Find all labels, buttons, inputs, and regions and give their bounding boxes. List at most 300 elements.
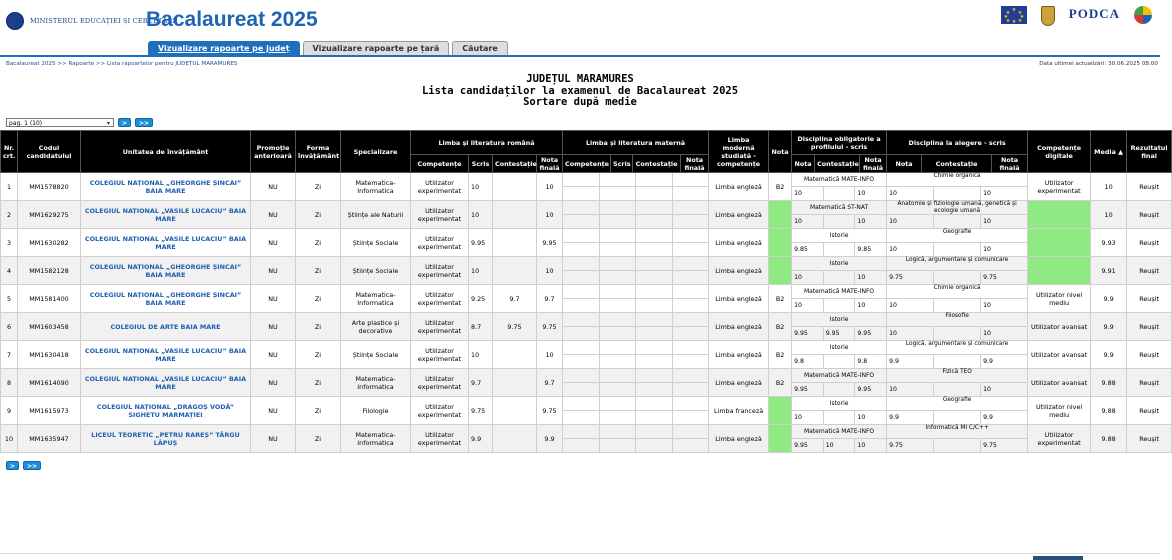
do-final: 10 (857, 414, 866, 421)
da-contestatie (934, 243, 981, 256)
cell-disciplina-obligatorie (792, 173, 887, 201)
do-subject: Istorie (792, 257, 886, 271)
cell-limba-moderna: Limba engleză (709, 173, 769, 201)
bottom-pager (6, 461, 45, 470)
cell-school-link[interactable]: COLEGIUL NAȚIONAL „GHEORGHE ȘINCAI” BAIA MARE (81, 285, 251, 313)
podca-label: PODCA (1068, 6, 1120, 21)
cell-promotie: NU (251, 369, 296, 397)
cell-lm-empty (563, 369, 709, 397)
do-nota: 9.95 (792, 439, 824, 452)
cell-rezultat: Reușit (1127, 285, 1172, 313)
cell-forma: Zi (296, 285, 341, 313)
cell-lr-scris: 9.9 (469, 425, 493, 453)
cell-promotie: NU (251, 173, 296, 201)
do-subject: Istorie (792, 397, 886, 411)
cell-lr-scris: 9.7 (469, 369, 493, 397)
cell-disciplina-alegere (887, 341, 1028, 369)
top-pager (6, 118, 153, 127)
cell-cod: MM1630282 (18, 229, 81, 257)
table-row (1, 285, 1172, 313)
tab-search[interactable]: Căutare (452, 41, 508, 56)
eu-flag-icon: ★ ★ ★ ★ ★ ★ ★ ★ (1001, 6, 1027, 24)
cell-cod: MM1582128 (18, 257, 81, 285)
col-lr-competente[interactable]: Competențe (411, 155, 469, 173)
cell-promotie: NU (251, 341, 296, 369)
cell-nota (769, 229, 792, 257)
cell-rezultat: Reușit (1127, 229, 1172, 257)
cell-disciplina-alegere (887, 425, 1028, 453)
cell-digitale: Utilizator experimentat (1028, 425, 1091, 453)
do-subject: Matematică MATE-INFO (792, 173, 886, 187)
cell-lr-competente: Utilizator experimentat (411, 341, 469, 369)
cell-disciplina-obligatorie (792, 201, 887, 229)
da-subject: Chimie organică (887, 173, 1027, 187)
da-final: 10 (983, 302, 991, 309)
cell-lr-scris: 10 (469, 173, 493, 201)
cell-disciplina-obligatorie (792, 229, 887, 257)
ministry-name: MINISTERUL EDUCAȚIEI ȘI CERCETĂRII (30, 17, 179, 25)
do-nota: 10 (792, 299, 824, 312)
do-contestatie (824, 215, 856, 228)
cell-lr-contestatie (493, 201, 537, 229)
cell-nota (769, 397, 792, 425)
do-final: 9.95 (857, 330, 872, 337)
da-subject: Fizică TEO (887, 369, 1027, 383)
da-contestatie (934, 355, 981, 368)
cell-specializare: Științe Sociale (341, 229, 411, 257)
cell-cod: MM1629275 (18, 201, 81, 229)
do-subject: Matematică MATE-INFO (792, 425, 886, 439)
cell-promotie: NU (251, 425, 296, 453)
cell-disciplina-alegere (887, 257, 1028, 285)
table-row (1, 425, 1172, 453)
cell-lr-competente: Utilizator experimentat (411, 285, 469, 313)
da-contestatie (934, 299, 981, 312)
cell-cod: MM1603458 (18, 313, 81, 341)
cell-limba-moderna: Limba engleză (709, 313, 769, 341)
do-subject: Istorie (792, 313, 886, 327)
do-final: 9.8 (857, 358, 868, 365)
col-rezultat[interactable]: Rezultatul final (1127, 131, 1172, 173)
cell-lm-empty (563, 397, 709, 425)
do-contestatie (824, 299, 856, 312)
col-da-contestatie[interactable]: Contestație (922, 155, 992, 173)
do-nota: 10 (792, 411, 824, 424)
cell-lr-competente: Utilizator experimentat (411, 229, 469, 257)
cell-forma: Zi (296, 369, 341, 397)
cell-school-link[interactable]: COLEGIUL DE ARTE BAIA MARE (81, 313, 251, 341)
cell-lr-scris: 10 (469, 341, 493, 369)
cell-disciplina-alegere (887, 229, 1028, 257)
do-final: 9.85 (857, 246, 872, 253)
cell-lr-contestatie (493, 369, 537, 397)
cell-school-link[interactable]: LICEUL TEORETIC „PETRU RAREȘ” TÂRGU LĂPUȘ (81, 425, 251, 453)
cell-media: 9.9 (1091, 313, 1127, 341)
cell-cod: MM1635947 (18, 425, 81, 453)
da-subject: Filosofie (887, 313, 1027, 327)
cell-forma: Zi (296, 397, 341, 425)
da-contestatie (934, 271, 981, 284)
cell-nr: 9 (1, 397, 18, 425)
col-lm-contestatie[interactable]: Contestație (633, 155, 681, 173)
da-nota: 10 (887, 327, 934, 340)
cell-school-link[interactable]: COLEGIUL NAȚIONAL „GHEORGHE ȘINCAI” BAIA MARE (81, 257, 251, 285)
cell-media: 10 (1091, 173, 1127, 201)
cell-lr-contestatie (493, 425, 537, 453)
do-final: 10 (857, 190, 866, 197)
cell-specializare: Arte plastice și decorative (341, 313, 411, 341)
cell-rezultat: Reușit (1127, 369, 1172, 397)
cell-limba-moderna: Limba engleză (709, 369, 769, 397)
cell-digitale: Utilizator nivel mediu (1028, 285, 1091, 313)
last-update: Data ultimei actualizări: 30.06.2025 08:00 (1039, 61, 1158, 67)
page-select-value: pag. 1 (10) (9, 120, 43, 127)
cell-lr-final: 10 (537, 257, 563, 285)
do-nota: 9.8 (792, 355, 824, 368)
da-final: 9.75 (983, 274, 997, 281)
cell-digitale: Utilizator avansat (1028, 341, 1091, 369)
col-limba-moderna[interactable]: Limba modernă studiată - competențe (709, 131, 769, 173)
do-nota: 9.95 (792, 327, 824, 340)
da-nota: 10 (887, 243, 934, 256)
cell-digitale (1028, 257, 1091, 285)
da-subject: Logică, argumentare și comunicare (887, 257, 1027, 271)
do-subject: Istorie (792, 341, 886, 355)
do-final: 10 (857, 442, 866, 449)
cell-disciplina-obligatorie (792, 369, 887, 397)
do-contestatie (824, 187, 856, 200)
cell-nr: 8 (1, 369, 18, 397)
tab-county-reports[interactable]: Vizualizare rapoarte pe județ (148, 41, 300, 56)
cell-digitale (1028, 201, 1091, 229)
da-contestatie (934, 411, 981, 424)
cell-nr: 7 (1, 341, 18, 369)
col-do-nota[interactable]: Nota (792, 155, 815, 173)
table-row (1, 313, 1172, 341)
cell-rezultat: Reușit (1127, 397, 1172, 425)
cell-digitale (1028, 229, 1091, 257)
next-page-button[interactable]: > (118, 118, 131, 127)
cell-lr-competente: Utilizator experimentat (411, 313, 469, 341)
cell-cod: MM1578820 (18, 173, 81, 201)
cell-lm-empty (563, 229, 709, 257)
cell-lm-empty (563, 285, 709, 313)
col-cod[interactable]: Codul candidatului (18, 131, 81, 173)
do-subject: Matematică MATE-INFO (792, 285, 886, 299)
do-nota: 10 (792, 187, 824, 200)
col-da-nota[interactable]: Nota (887, 155, 922, 173)
da-final: 9.9 (983, 358, 993, 365)
da-nota: 9.75 (887, 271, 934, 284)
do-nota: 10 (792, 215, 824, 228)
cell-disciplina-alegere (887, 285, 1028, 313)
do-contestatie (824, 411, 856, 424)
cell-lm-empty (563, 201, 709, 229)
do-nota: 9.95 (792, 383, 824, 396)
cell-school-link[interactable]: COLEGIUL NAȚIONAL „VASILE LUCACIU” BAIA MARE (81, 229, 251, 257)
do-contestatie (824, 243, 856, 256)
cell-lm-empty (563, 173, 709, 201)
cell-cod: MM1630418 (18, 341, 81, 369)
next-page-button-bottom[interactable]: > (6, 461, 19, 470)
cell-school-link[interactable]: COLEGIUL NAȚIONAL „VASILE LUCACIU” BAIA MARE (81, 369, 251, 397)
cell-lr-competente: Utilizator experimentat (411, 369, 469, 397)
da-subject: Logică, argumentare și comunicare (887, 341, 1027, 355)
cell-lr-competente: Utilizator experimentat (411, 425, 469, 453)
da-final: 10 (983, 330, 991, 337)
da-nota: 10 (887, 187, 934, 200)
col-lr-final[interactable]: Nota finală (537, 155, 563, 173)
cell-lr-scris: 10 (469, 257, 493, 285)
cell-cod: MM1614090 (18, 369, 81, 397)
cell-nr: 3 (1, 229, 18, 257)
cell-disciplina-alegere (887, 173, 1028, 201)
cell-media: 9.88 (1091, 425, 1127, 453)
table-row (1, 173, 1172, 201)
cell-nota: B2 (769, 285, 792, 313)
cell-specializare: Științe Sociale (341, 257, 411, 285)
app-title: Bacalaureat 2025 (146, 8, 318, 31)
cell-forma: Zi (296, 173, 341, 201)
cell-rezultat: Reușit (1127, 313, 1172, 341)
cell-rezultat: Reușit (1127, 173, 1172, 201)
do-contestatie (824, 383, 856, 396)
cell-forma: Zi (296, 201, 341, 229)
cell-nota (769, 201, 792, 229)
da-contestatie (934, 215, 981, 228)
cell-cod: MM1615973 (18, 397, 81, 425)
cell-specializare: Matematica-Informatica (341, 369, 411, 397)
tab-country-reports[interactable]: Vizualizare rapoarte pe țară (303, 41, 450, 56)
group-obligatorie: Disciplina obligatorie a profilului - scris (792, 131, 887, 155)
tab-underline (0, 55, 1160, 57)
cell-forma: Zi (296, 313, 341, 341)
da-final: 9.75 (983, 442, 997, 449)
da-subject: Geografie (887, 229, 1027, 243)
col-nr[interactable]: Nr. crt. (1, 131, 18, 173)
da-subject: Informatică MI C/C++ (887, 425, 1027, 439)
cell-lr-competente: Utilizator experimentat (411, 201, 469, 229)
col-lr-scris[interactable]: Scris (469, 155, 493, 173)
col-do-contestatie[interactable]: Contestație (815, 155, 860, 173)
table-row (1, 341, 1172, 369)
cell-disciplina-obligatorie (792, 285, 887, 313)
col-digitale[interactable]: Competențe digitale (1028, 131, 1091, 173)
col-media[interactable]: Media ▲ (1091, 131, 1127, 173)
cell-lr-final: 9.7 (537, 285, 563, 313)
last-page-button-bottom[interactable]: >> (23, 461, 41, 470)
cell-nota: B2 (769, 369, 792, 397)
cell-limba-moderna: Limba engleză (709, 257, 769, 285)
col-lr-contestatie[interactable]: Contestație (493, 155, 537, 173)
report-title (0, 74, 1160, 109)
col-da-final[interactable]: Nota finală (992, 155, 1028, 173)
cell-media: 9.9 (1091, 341, 1127, 369)
cell-lr-contestatie (493, 257, 537, 285)
cell-limba-moderna: Limba engleză (709, 425, 769, 453)
col-lm-competente[interactable]: Competențe (563, 155, 611, 173)
cell-specializare: Științe ale Naturii (341, 201, 411, 229)
col-forma[interactable]: Forma învățământ (296, 131, 341, 173)
da-nota: 9.9 (887, 411, 934, 424)
cell-forma: Zi (296, 341, 341, 369)
group-alegere: Disciplina la alegere - scris (887, 131, 1028, 155)
cell-lr-final: 9.95 (537, 229, 563, 257)
do-final: 10 (857, 302, 866, 309)
cell-nota (769, 425, 792, 453)
col-specializare[interactable]: Specializare (341, 131, 411, 173)
cell-lr-scris: 10 (469, 201, 493, 229)
da-subject: Geografie (887, 397, 1027, 411)
cell-disciplina-obligatorie (792, 341, 887, 369)
cell-nota: B2 (769, 313, 792, 341)
do-contestatie: 10 (824, 439, 856, 452)
cell-lm-empty (563, 313, 709, 341)
do-contestatie: 9.95 (824, 327, 856, 340)
cell-nota (769, 257, 792, 285)
table-row (1, 257, 1172, 285)
cell-lr-contestatie (493, 229, 537, 257)
da-nota: 9.9 (887, 355, 934, 368)
da-final: 10 (983, 386, 991, 393)
cell-nr: 1 (1, 173, 18, 201)
cell-forma: Zi (296, 257, 341, 285)
breadcrumb[interactable]: Bacalaureat 2025 >> Rapoarte >> Lista rapoartelor pentru JUDEȚUL MARAMURES (6, 61, 238, 67)
group-romana: Limba și literatura română (411, 131, 563, 155)
sort-title: Sortare după medie (523, 96, 637, 108)
podca-logo (1069, 6, 1120, 22)
cell-disciplina-alegere (887, 369, 1028, 397)
cell-media: 9.93 (1091, 229, 1127, 257)
do-nota: 10 (792, 271, 824, 284)
cell-specializare: Matematica-Informatica (341, 425, 411, 453)
da-contestatie (934, 327, 981, 340)
results-body (1, 173, 1172, 453)
cell-forma: Zi (296, 425, 341, 453)
strategy-logo-icon (1134, 6, 1152, 24)
cell-lr-final: 9.75 (537, 397, 563, 425)
cell-school-link[interactable]: COLEGIUL NAȚIONAL „VASILE LUCACIU” BAIA MARE (81, 201, 251, 229)
da-final: 10 (983, 246, 991, 253)
cell-disciplina-obligatorie (792, 397, 887, 425)
cell-specializare: Matematica-Informatica (341, 173, 411, 201)
cell-school-link[interactable]: COLEGIUL NAȚIONAL „GHEORGHE ȘINCAI” BAIA MARE (81, 173, 251, 201)
page-select[interactable] (6, 118, 114, 127)
cell-lr-scris: 8.7 (469, 313, 493, 341)
table-row (1, 369, 1172, 397)
col-promotie[interactable]: Promoție anterioară (251, 131, 296, 173)
eu-logo (1001, 6, 1027, 24)
do-contestatie (824, 271, 856, 284)
da-subject: Anatomie și fiziologie umană, genetică și ecologie umană (887, 201, 1027, 215)
cell-lr-scris: 9.75 (469, 397, 493, 425)
cell-lr-competente: Utilizator experimentat (411, 397, 469, 425)
cell-media: 9.88 (1091, 369, 1127, 397)
cell-specializare: Filologie (341, 397, 411, 425)
cell-specializare: Matematica-Informatica (341, 285, 411, 313)
cell-digitale: Utilizator avansat (1028, 369, 1091, 397)
cell-nr: 6 (1, 313, 18, 341)
cell-school-link[interactable]: COLEGIUL NAȚIONAL „VASILE LUCACIU” BAIA MARE (81, 341, 251, 369)
government-logo (1041, 6, 1055, 26)
cell-lr-final: 9.7 (537, 369, 563, 397)
cell-media: 9.91 (1091, 257, 1127, 285)
da-contestatie (934, 187, 981, 200)
cell-nota: B2 (769, 341, 792, 369)
cell-limba-moderna: Limba engleză (709, 229, 769, 257)
da-subject: Chimie organică (887, 285, 1027, 299)
cell-promotie: NU (251, 257, 296, 285)
do-subject: Istorie (792, 229, 886, 243)
cell-digitale: Utilizator experimentat (1028, 173, 1091, 201)
cell-lr-scris: 9.95 (469, 229, 493, 257)
cell-forma: Zi (296, 229, 341, 257)
footer-divider (0, 553, 1160, 554)
last-page-button[interactable]: >> (135, 118, 153, 127)
cell-lr-scris: 9.25 (469, 285, 493, 313)
cell-lr-contestatie (493, 397, 537, 425)
cell-promotie: NU (251, 201, 296, 229)
cell-rezultat: Reușit (1127, 201, 1172, 229)
romania-coat-icon (1041, 6, 1055, 26)
cell-nr: 5 (1, 285, 18, 313)
app-header (0, 0, 1160, 56)
do-final: 9.95 (857, 386, 872, 393)
cell-lr-final: 10 (537, 201, 563, 229)
cell-disciplina-alegere (887, 313, 1028, 341)
do-contestatie (824, 355, 856, 368)
cell-lr-contestatie (493, 173, 537, 201)
col-do-final[interactable]: Nota finală (860, 155, 887, 173)
da-final: 10 (983, 218, 991, 225)
cell-limba-moderna: Limba franceză (709, 397, 769, 425)
cell-limba-moderna: Limba engleză (709, 341, 769, 369)
cell-lr-final: 10 (537, 341, 563, 369)
col-lm-scris[interactable]: Scris (611, 155, 633, 173)
do-subject: Matematică ST-NAT (792, 201, 886, 215)
col-nota[interactable]: Nota (769, 131, 792, 173)
col-unitate[interactable]: Unitatea de învățământ (81, 131, 251, 173)
cell-lr-competente: Utilizator experimentat (411, 257, 469, 285)
cell-disciplina-obligatorie (792, 425, 887, 453)
cell-lr-contestatie: 9.75 (493, 313, 537, 341)
cell-school-link[interactable]: COLEGIUL NAȚIONAL „DRAGOȘ VODĂ” SIGHETU MARMAȚIEI (81, 397, 251, 425)
cell-nr: 2 (1, 201, 18, 229)
cell-rezultat: Reușit (1127, 425, 1172, 453)
cell-lm-empty (563, 425, 709, 453)
cell-lr-contestatie (493, 341, 537, 369)
cell-promotie: NU (251, 285, 296, 313)
table-row (1, 397, 1172, 425)
da-contestatie (934, 439, 981, 452)
col-lm-final[interactable]: Nota finală (681, 155, 709, 173)
footer-badge (1033, 556, 1083, 560)
cell-rezultat: Reușit (1127, 257, 1172, 285)
da-final: 10 (983, 190, 991, 197)
cell-lr-final: 9.75 (537, 313, 563, 341)
strategy-logo (1134, 6, 1152, 24)
cell-disciplina-alegere (887, 201, 1028, 229)
table-row (1, 229, 1172, 257)
results-table (0, 130, 1168, 453)
da-nota: 10 (887, 215, 934, 228)
do-final: 10 (857, 218, 866, 225)
cell-media: 9.9 (1091, 285, 1127, 313)
group-materna: Limba și literatura maternă (563, 131, 709, 155)
cell-digitale: Utilizator avansat (1028, 313, 1091, 341)
cell-disciplina-obligatorie (792, 313, 887, 341)
da-nota: 9.75 (887, 439, 934, 452)
